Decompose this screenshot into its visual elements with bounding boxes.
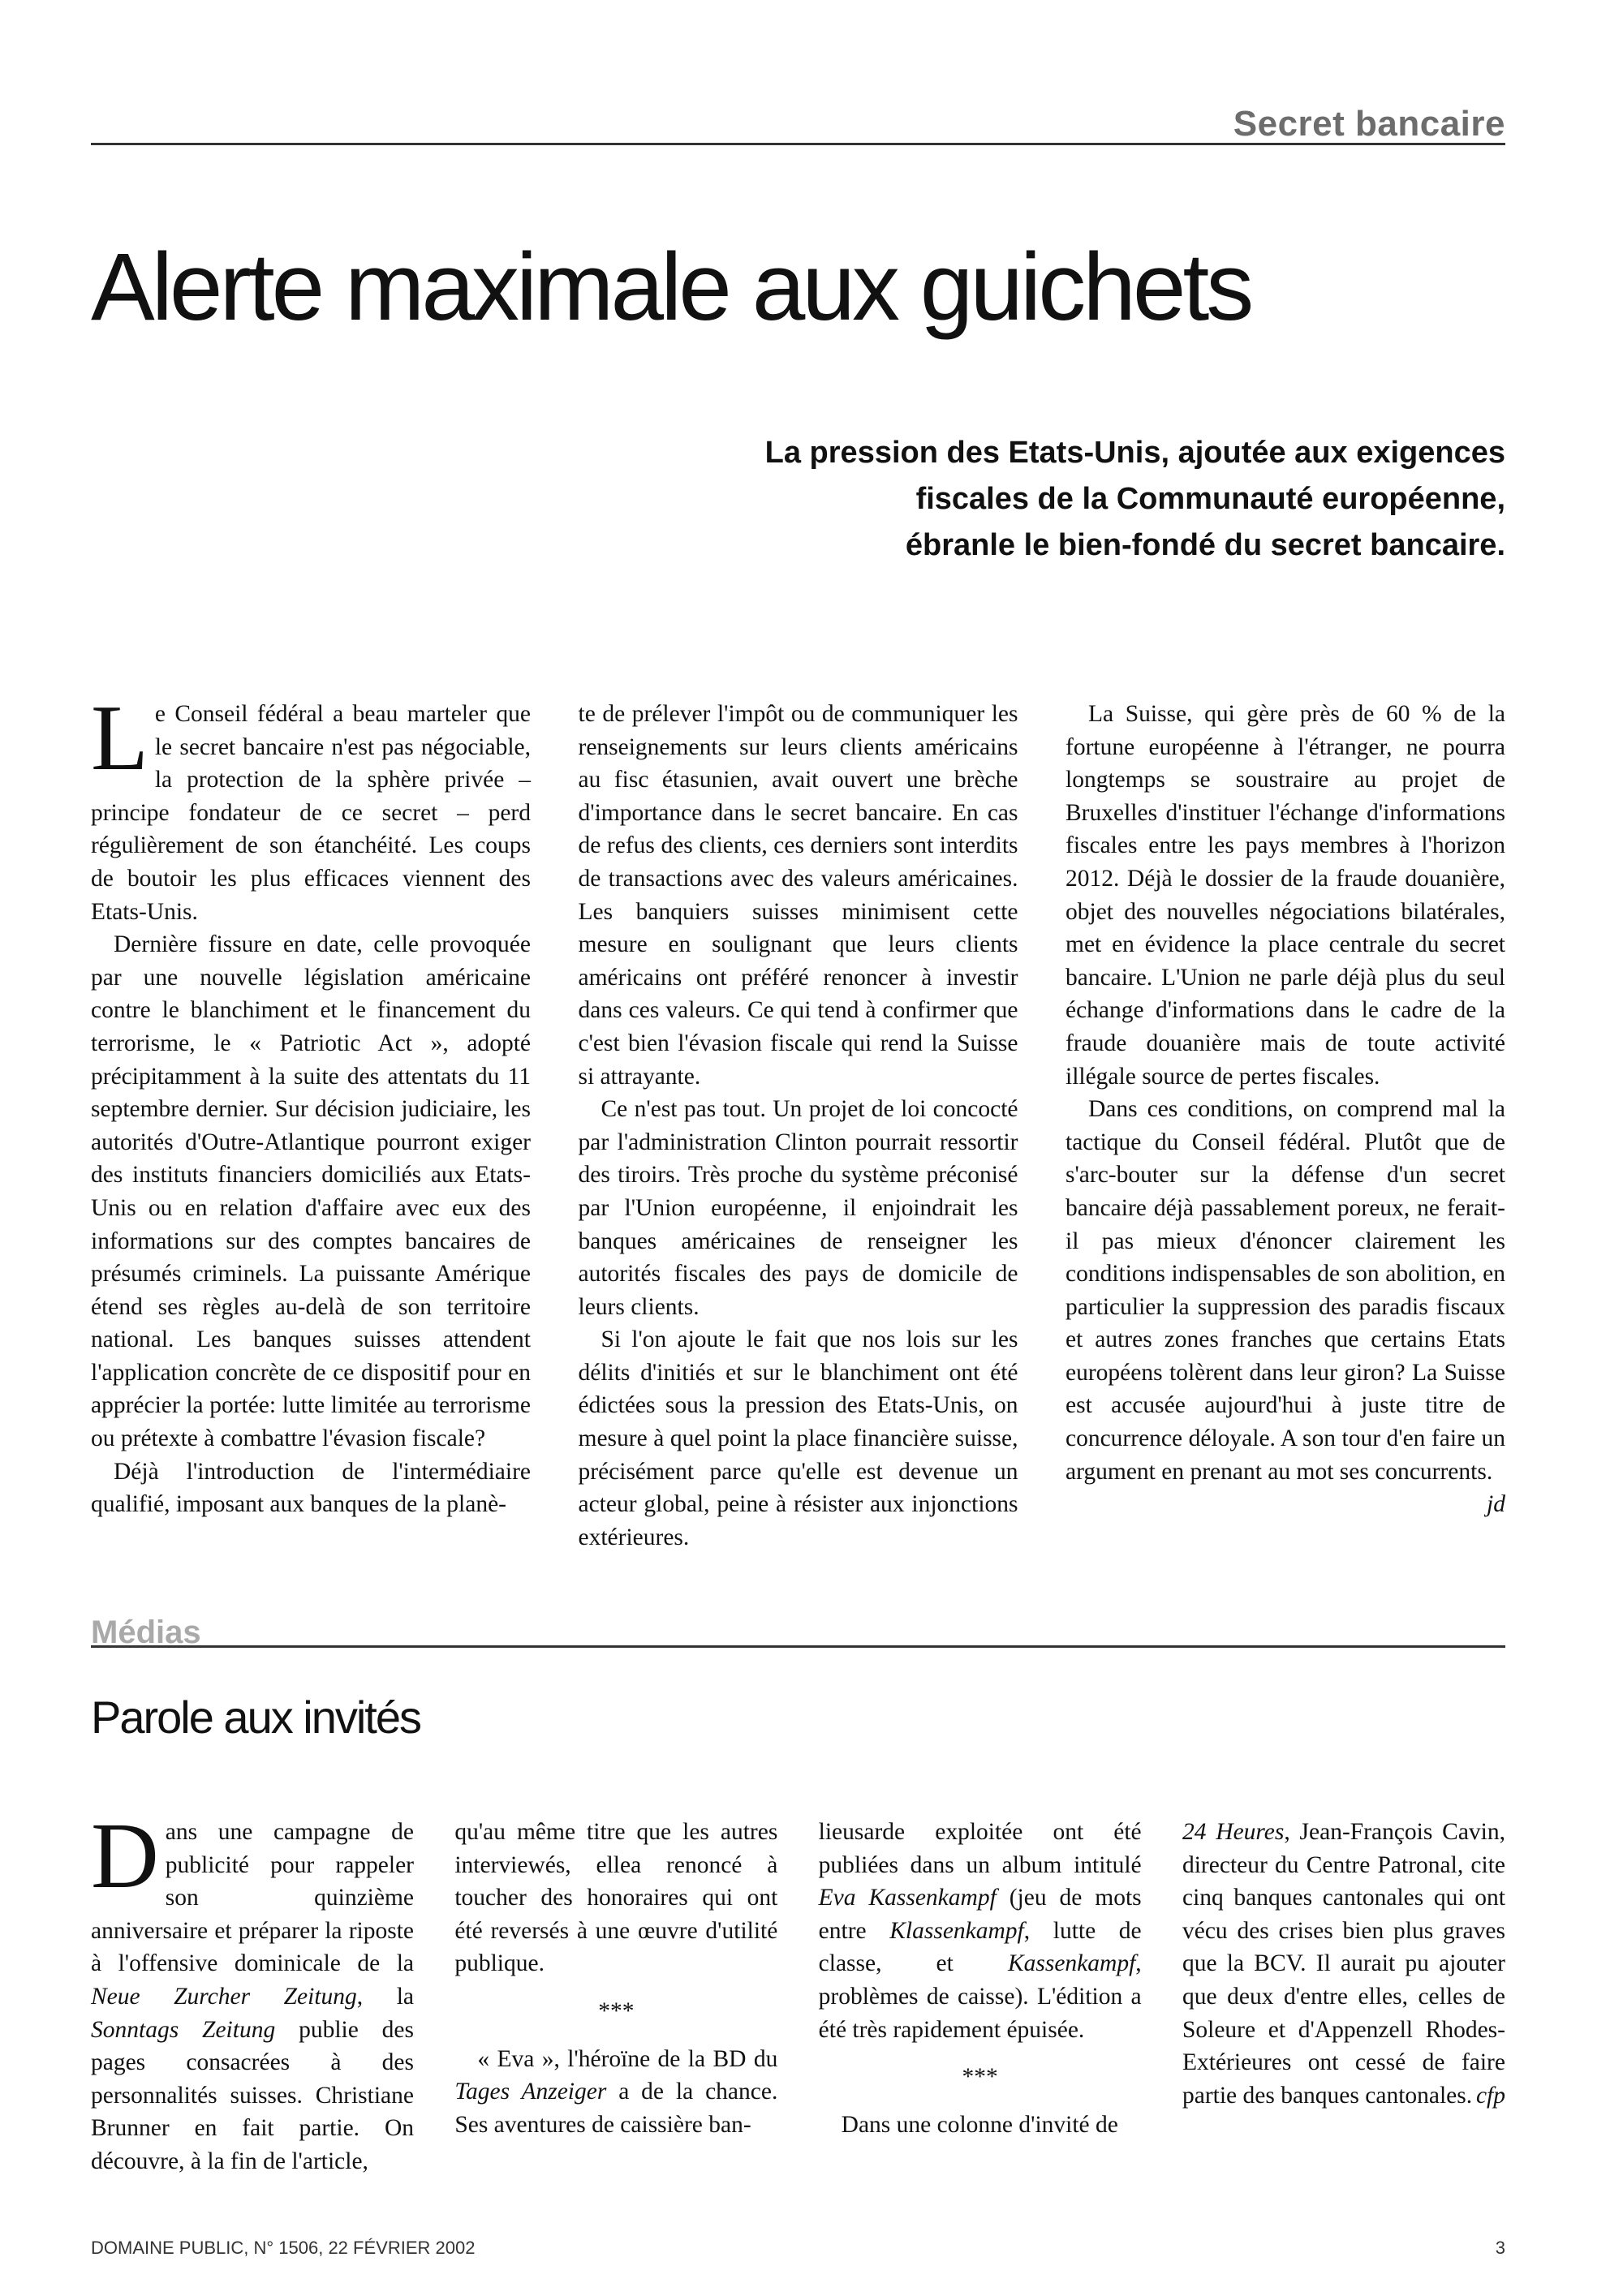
paragraph-text: lieusarde exploitée ont été publiées dans un album intitulé: [818, 1819, 1142, 1878]
page-number: 3: [1495, 2238, 1505, 2258]
lead-line: La pression des Etats-Unis, ajoutée aux exigences: [764, 436, 1505, 470]
paragraph: [454, 2043, 777, 2142]
lead-line: fiscales de la Communauté européenne,: [915, 482, 1505, 516]
paragraph-text: , lutte de classe, et: [818, 1917, 1142, 1977]
paragraph: [91, 686, 531, 928]
article-title: Alerte maximale aux guichets: [91, 234, 1251, 341]
newspaper-name: Neue Zurcher Zeitung: [91, 1983, 357, 2010]
paragraph: Si l'on ajoute le fait que nos lois sur les délits d'initiés et sur le blanchiment ont été édictées sous la pression des Etats-Unis, on mesure à quel point la place financière suisse, précisément parce qu'elle est devenue un acteur global, peine à résister aux injonctions extérieures.: [578, 1326, 1018, 1550]
article-lead: [532, 430, 1505, 569]
paragraph: Déjà l'introduction de l'intermédiaire qualifié, imposant aux banques de la planè-: [91, 1458, 531, 1518]
italic-term: Kassenkampf: [1007, 1950, 1136, 1977]
article-body: [91, 686, 1505, 1554]
media-section-label: Médias: [91, 1615, 201, 1650]
media-column-3: [819, 1816, 1142, 2178]
newspaper-name: Tages Anzeiger: [454, 2079, 607, 2105]
italic-term: Klassenkampf: [889, 1917, 1024, 1944]
paragraph-text: , problèmes de caisse). L'édition a été très rapidement épuisée.: [818, 1950, 1142, 2043]
media-column-2: [454, 1816, 777, 2178]
lead-line: ébranle le bien-fondé du secret bancaire.: [905, 528, 1505, 562]
paragraph-text: a de la chance. Ses aventures de caissière ban-: [454, 2079, 778, 2138]
paragraph: Dernière fissure en date, celle provoquée par une nouvelle législation américaine contre le blanchiment et le financement du terrorisme, le « Patriotic Act », adopté précipitamment à la suite des attentats du 11 septembre dernier. Sur décision judiciaire, les autorités d'Outre-Atlantique pourront exiger des instituts financiers domiciliés aux Etats-Unis ou en relation d'affaire avec eux des informations sur des comptes bancaires de présumés criminels. La puissante Amérique étend ses règles au-delà de son territoire national. Les banques suisses attendent l'application concrète de ce dispositif pour en apprécier la portée: lutte limitée au terrorisme ou prétexte à combattre l'évasion fiscale?: [91, 931, 531, 1452]
top-divider: [91, 143, 1505, 145]
media-divider: [91, 1645, 1505, 1648]
paragraph-text: publie des pages consacrées à des personnalités suisses. Christiane Brunner en fait partie. On découvre, à la fin de l'article,: [91, 2016, 415, 2174]
paragraph-text: , Jean-François Cavin, directeur du Centre Patronal, cite cinq banques cantonales qui ont vécu des crises bien plus graves que la BCV. Il aurait pu ajouter que deux d'entre elles, celles de Soleure et d'Appenzell Rhodes-Extérieures ont cessé de faire partie des banques cantonales.: [1182, 1819, 1505, 2109]
author-signature: jd: [1487, 1491, 1505, 1518]
paragraph-text: ans une campagne de publicité pour rappeler son quinzième anniversaire et préparer la riposte à l'offensive dominicale de la: [91, 1819, 414, 1977]
media-body: [91, 1804, 1505, 2178]
drop-cap: D: [91, 1804, 159, 1908]
paragraph-text: e Conseil fédéral a beau marteler que le secret bancaire n'est pas négociable, la protection de la sphère privée – principe fondateur de ce secret – perd régulièrement de son étanchéité. Les coups de boutoir les plus efficaces viennent des Etats-Unis.: [91, 701, 531, 925]
paragraph: [91, 1804, 415, 2178]
newspaper-name: Sonntags Zeitung: [91, 2016, 276, 2043]
drop-cap: L: [91, 686, 149, 790]
article-column-1: [91, 686, 531, 1554]
media-title: Parole aux invités: [91, 1692, 421, 1743]
paragraph-text: « Eva », l'héroïne de la BD du: [477, 2045, 778, 2072]
paragraph: La Suisse, qui gère près de 60 % de la fortune européenne à l'étranger, ne pourra longtemps se soustraire au projet de Bruxelles d'instituer l'échange d'informations fiscales entre les pays membres à l'horizon 2012. Déjà le dossier de la fraude douanière, objet des nouvelles négociations bilatérales, met en évidence la place centrale du secret bancaire. L'Union ne parle déjà plus du seul échange d'informations dans le cadre de la fraude douanière mais de toute activité illégale source de pertes fiscales.: [1065, 701, 1505, 1090]
paragraph-text: Dans ces conditions, on comprend mal la tactique du Conseil fédéral. Plutôt que de s'arc-bouter sur la défense d'un secret bancaire déjà passablement poreux, ne ferait-il pas mieux d'énoncer clairement les conditions indispensables de son abolition, en particulier la suppression des paradis fiscaux et autres zones franches que certains Etats européens tolèrent dans leur giron? La Suisse est accusée aujourd'hui à juste titre de concurrence déloyale. A son tour d'en faire un argument en prenant au mot ses concurrents.: [1065, 1096, 1505, 1485]
section-label: Secret bancaire: [1233, 104, 1505, 144]
footer-publication: DOMAINE PUBLIC, N° 1506, 22 FÉVRIER 2002: [91, 2238, 476, 2258]
paragraph-text: (jeu de mots entre: [818, 1885, 1142, 1944]
paragraph: [819, 1816, 1142, 2046]
media-column-4: [1182, 1816, 1505, 2178]
paragraph: [1182, 1816, 1505, 2112]
author-signature: cfp: [1475, 2082, 1505, 2109]
paragraph: Ce n'est pas tout. Un projet de loi concocté par l'administration Clinton pourrait ressortir des tiroirs. Très proche du système préconisé par l'Union européenne, il enjoindrait les banques américaines de renseigner les autorités fiscales des pays de domicile de leurs clients.: [578, 1096, 1018, 1320]
paragraph: Dans une colonne d'invité de: [841, 2111, 1118, 2138]
article-column-2: [579, 698, 1018, 1554]
paragraph-text: , la: [356, 1983, 414, 2010]
paragraph: te de prélever l'impôt ou de communiquer les renseignements sur leurs clients américains au fisc étasunien, avait ouvert une brèche d'importance dans le secret bancaire. En cas de refus des clients, ces derniers sont interdits de transactions avec des valeurs américaines. Les banquiers suisses minimisent cette mesure en soulignant que leurs clients américains ont préféré renoncer à investir dans ces valeurs. Ce qui tend à confirmer que c'est bien l'évasion fiscale qui rend la Suisse si attrayante.: [578, 701, 1018, 1090]
paragraph: [1065, 1093, 1505, 1518]
article-column-3: [1065, 698, 1505, 1554]
album-title: Eva Kassenkampf: [818, 1885, 997, 1911]
separator-stars: ***: [598, 1997, 635, 2024]
separator-stars: ***: [962, 2064, 998, 2091]
paragraph: qu'au même titre que les autres interviewés, ellea renoncé à toucher des honoraires qui ont été reversés à une œuvre d'utilité publique.: [454, 1819, 778, 1977]
media-column-1: [91, 1804, 415, 2178]
newspaper-name: 24 Heures: [1182, 1819, 1285, 1845]
